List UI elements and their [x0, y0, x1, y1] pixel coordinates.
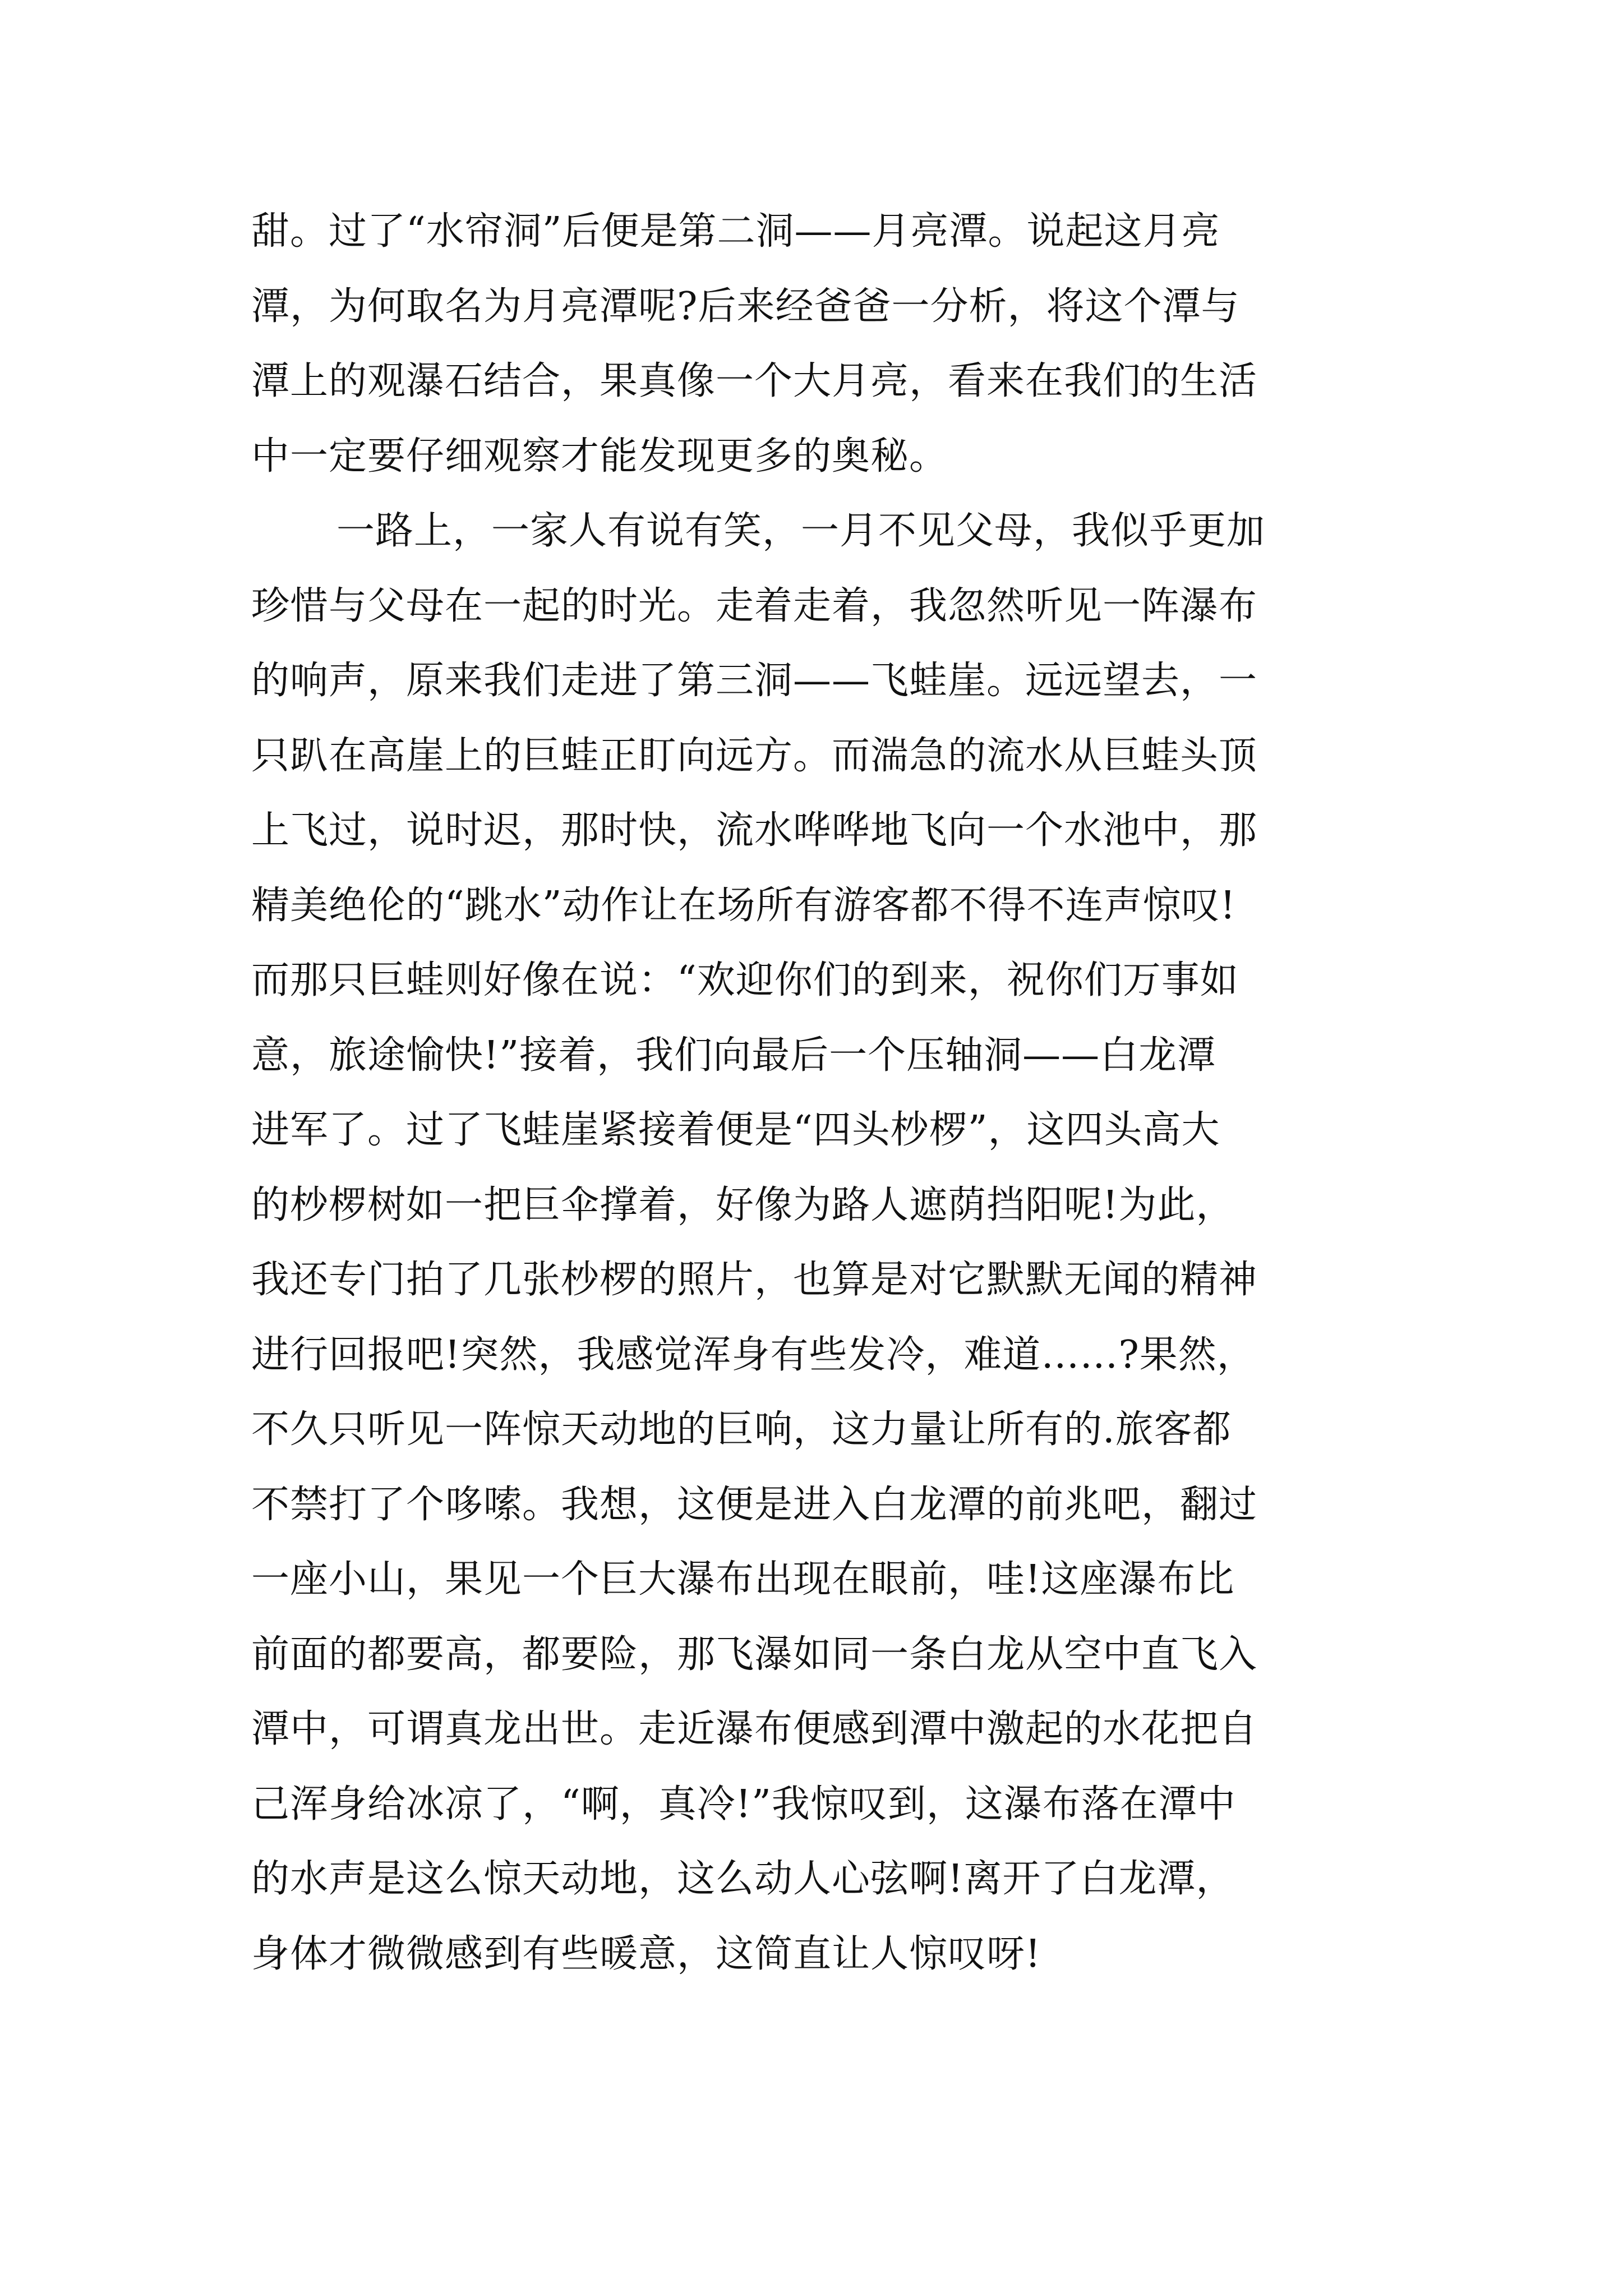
text-line: 前面的都要高，都要险，那飞瀑如同一条白龙从空中直飞入 — [251, 1632, 1258, 1677]
text-line: 意，旅途愉快!”接着，我们向最后一个压轴洞——白龙潭 — [251, 1033, 1216, 1078]
text-line: 中一定要仔细观察才能发现更多的奥秘。 — [251, 434, 948, 478]
text-line: 己浑身给冰凉了，“啊，真冷!”我惊叹到，这瀑布落在潭中 — [251, 1782, 1236, 1826]
text-line: 潭中，可谓真龙出世。走近瀑布便感到潭中激起的水花把自 — [251, 1707, 1258, 1751]
text-line: 的响声，原来我们走进了第三洞——飞蛙崖。远远望去，一 — [251, 659, 1258, 703]
text-line: 精美绝伦的“跳水”动作让在场所有游客都不得不连声惊叹! — [251, 883, 1236, 928]
text-line: 进行回报吧!突然，我感觉浑身有些发冷，难道……?果然， — [251, 1332, 1256, 1377]
text-line: 的水声是这么惊天动地，这么动人心弦啊!离开了白龙潭， — [251, 1857, 1235, 1901]
text-line: 只趴在高崖上的巨蛙正盯向远方。而湍急的流水从巨蛙头顶 — [251, 733, 1258, 778]
text-line: 我还专门拍了几张杪椤的照片，也算是对它默默无闻的精神 — [251, 1258, 1258, 1302]
text-line: 一座小山，果见一个巨大瀑布出现在眼前，哇!这座瀑布比 — [251, 1557, 1235, 1602]
text-line: 潭，为何取名为月亮潭呢?后来经爸爸一分析，将这个潭与 — [251, 284, 1240, 329]
text-line: 而那只巨蛙则好像在说：“欢迎你们的到来，祝你们万事如 — [251, 958, 1239, 1002]
text-line: 身体才微微感到有些暖意，这简直让人惊叹呀! — [251, 1931, 1041, 1976]
text-line: 不久只听见一阵惊天动地的巨响，这力量让所有的.旅客都 — [251, 1407, 1232, 1452]
paragraph-start-line: 一路上，一家人有说有笑，一月不见父母，我似乎更加 — [336, 509, 1266, 553]
text-line: 不禁打了个哆嗦。我想，这便是进入白龙潭的前兆吧，翻过 — [251, 1482, 1258, 1527]
text-line: 潭上的观瀑石结合，果真像一个大月亮，看来在我们的生活 — [251, 359, 1258, 403]
body-text — [251, 194, 1395, 1991]
text-line: 进军了。过了飞蛙崖紧接着便是“四头杪椤”，这四头高大 — [251, 1108, 1220, 1152]
text-line: 上飞过，说时迟，那时快，流水哗哗地飞向一个水池中，那 — [251, 808, 1258, 853]
text-line: 珍惜与父母在一起的时光。走着走着，我忽然听见一阵瀑布 — [251, 583, 1258, 628]
text-line: 的杪椤树如一把巨伞撑着，好像为路人遮荫挡阳呢!为此， — [251, 1182, 1235, 1227]
text-line: 甜。过了“水帘洞”后便是第二洞——月亮潭。说起这月亮 — [251, 209, 1220, 254]
